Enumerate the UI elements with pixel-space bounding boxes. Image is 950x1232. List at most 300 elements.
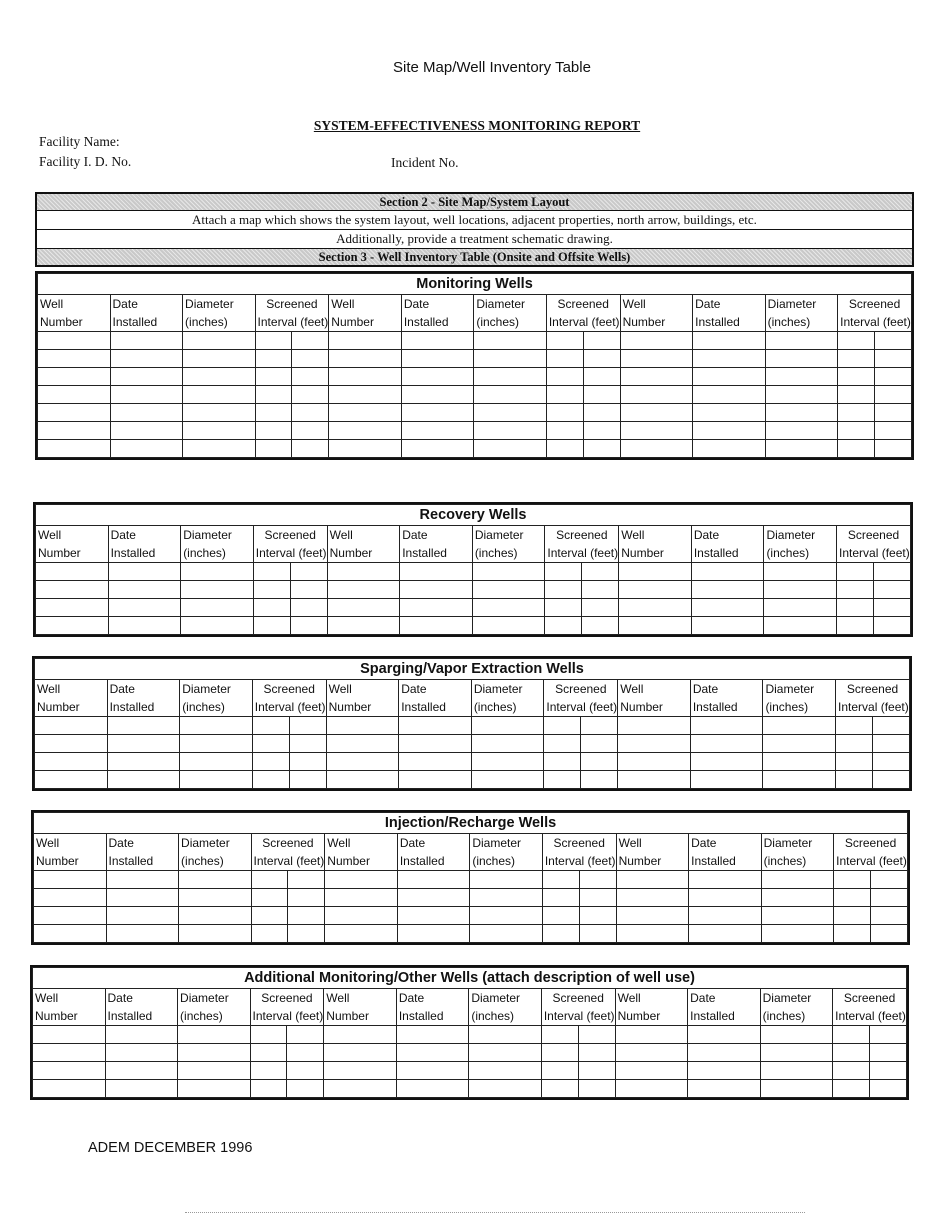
table-cell[interactable] [470,907,543,925]
table-cell[interactable] [870,1062,907,1080]
table-cell[interactable] [761,925,834,943]
table-cell[interactable] [290,617,327,635]
table-cell[interactable] [620,440,693,458]
table-cell[interactable] [578,1062,615,1080]
table-cell[interactable] [290,599,327,617]
table-cell[interactable] [401,404,474,422]
table-cell[interactable] [616,871,689,889]
table-cell[interactable] [875,386,912,404]
table-cell[interactable] [108,563,181,581]
table-cell[interactable] [38,404,111,422]
table-cell[interactable] [34,907,107,925]
table-cell[interactable] [105,1044,178,1062]
table-cell[interactable] [34,871,107,889]
table-cell[interactable] [618,771,691,789]
table-cell[interactable] [325,871,398,889]
table-cell[interactable] [838,440,875,458]
table-cell[interactable] [401,332,474,350]
table-cell[interactable] [327,617,400,635]
table-cell[interactable] [579,907,616,925]
table-cell[interactable] [578,1080,615,1098]
table-cell[interactable] [292,332,329,350]
table-cell[interactable] [471,717,544,735]
table-cell[interactable] [616,889,689,907]
table-cell[interactable] [688,1026,761,1044]
table-cell[interactable] [287,1044,324,1062]
table-cell[interactable] [180,735,253,753]
table-cell[interactable] [541,1044,578,1062]
table-cell[interactable] [326,753,399,771]
table-cell[interactable] [546,440,583,458]
table-cell[interactable] [108,617,181,635]
table-cell[interactable] [765,332,838,350]
table-cell[interactable] [253,617,290,635]
table-cell[interactable] [474,368,547,386]
table-cell[interactable] [35,771,108,789]
table-cell[interactable] [250,1026,287,1044]
table-cell[interactable] [620,386,693,404]
table-cell[interactable] [38,386,111,404]
table-cell[interactable] [546,404,583,422]
table-cell[interactable] [620,350,693,368]
table-cell[interactable] [35,735,108,753]
table-cell[interactable] [618,717,691,735]
table-cell[interactable] [833,1080,870,1098]
table-cell[interactable] [325,907,398,925]
table-cell[interactable] [583,404,620,422]
table-cell[interactable] [36,563,109,581]
table-cell[interactable] [106,889,179,907]
table-cell[interactable] [325,889,398,907]
table-cell[interactable] [292,386,329,404]
table-cell[interactable] [579,889,616,907]
table-cell[interactable] [329,404,402,422]
table-cell[interactable] [474,386,547,404]
table-cell[interactable] [875,404,912,422]
table-cell[interactable] [251,871,288,889]
table-cell[interactable] [34,925,107,943]
table-cell[interactable] [38,368,111,386]
table-cell[interactable] [183,422,256,440]
table-cell[interactable] [619,581,692,599]
table-cell[interactable] [470,925,543,943]
table-cell[interactable] [582,599,619,617]
table-cell[interactable] [38,422,111,440]
table-cell[interactable] [292,422,329,440]
table-cell[interactable] [689,871,762,889]
table-cell[interactable] [183,440,256,458]
table-cell[interactable] [181,581,254,599]
table-cell[interactable] [583,350,620,368]
table-cell[interactable] [546,386,583,404]
table-cell[interactable] [469,1062,542,1080]
table-cell[interactable] [619,599,692,617]
table-cell[interactable] [541,1080,578,1098]
table-cell[interactable] [545,563,582,581]
table-cell[interactable] [545,581,582,599]
table-cell[interactable] [255,350,292,368]
table-cell[interactable] [693,404,766,422]
table-cell[interactable] [325,925,398,943]
table-cell[interactable] [108,581,181,599]
table-cell[interactable] [838,422,875,440]
table-cell[interactable] [544,771,581,789]
table-cell[interactable] [400,599,473,617]
table-cell[interactable] [688,1080,761,1098]
table-cell[interactable] [110,368,183,386]
table-cell[interactable] [620,404,693,422]
table-cell[interactable] [542,889,579,907]
table-cell[interactable] [107,771,180,789]
table-cell[interactable] [108,599,181,617]
table-cell[interactable] [179,907,252,925]
table-cell[interactable] [401,386,474,404]
table-cell[interactable] [107,735,180,753]
table-cell[interactable] [105,1026,178,1044]
table-cell[interactable] [583,386,620,404]
table-cell[interactable] [764,563,837,581]
table-cell[interactable] [474,440,547,458]
table-cell[interactable] [765,386,838,404]
table-cell[interactable] [472,599,545,617]
table-cell[interactable] [870,1026,907,1044]
table-cell[interactable] [33,1026,106,1044]
table-cell[interactable] [288,871,325,889]
table-cell[interactable] [872,753,909,771]
table-cell[interactable] [179,889,252,907]
table-cell[interactable] [761,907,834,925]
table-cell[interactable] [183,386,256,404]
table-cell[interactable] [693,350,766,368]
table-cell[interactable] [690,717,763,735]
table-cell[interactable] [578,1044,615,1062]
table-cell[interactable] [875,422,912,440]
table-cell[interactable] [110,422,183,440]
table-cell[interactable] [34,889,107,907]
table-cell[interactable] [615,1062,688,1080]
table-cell[interactable] [400,581,473,599]
table-cell[interactable] [615,1044,688,1062]
table-cell[interactable] [472,563,545,581]
table-cell[interactable] [875,350,912,368]
table-cell[interactable] [35,753,108,771]
table-cell[interactable] [761,871,834,889]
table-cell[interactable] [837,563,874,581]
table-cell[interactable] [33,1044,106,1062]
table-cell[interactable] [401,368,474,386]
table-cell[interactable] [544,735,581,753]
table-cell[interactable] [329,386,402,404]
table-cell[interactable] [329,332,402,350]
table-cell[interactable] [765,368,838,386]
table-cell[interactable] [546,332,583,350]
table-cell[interactable] [690,771,763,789]
table-cell[interactable] [875,440,912,458]
table-cell[interactable] [401,350,474,368]
table-cell[interactable] [181,617,254,635]
table-cell[interactable] [181,599,254,617]
table-cell[interactable] [288,889,325,907]
table-cell[interactable] [178,1062,251,1080]
table-cell[interactable] [397,889,470,907]
table-cell[interactable] [183,332,256,350]
table-cell[interactable] [38,350,111,368]
table-cell[interactable] [545,617,582,635]
table-cell[interactable] [289,717,326,735]
table-cell[interactable] [399,753,472,771]
table-cell[interactable] [472,617,545,635]
table-cell[interactable] [179,871,252,889]
table-cell[interactable] [289,771,326,789]
table-cell[interactable] [765,422,838,440]
table-cell[interactable] [834,871,871,889]
table-cell[interactable] [579,925,616,943]
table-cell[interactable] [107,717,180,735]
table-cell[interactable] [615,1026,688,1044]
table-cell[interactable] [545,599,582,617]
table-cell[interactable] [183,368,256,386]
table-cell[interactable] [872,735,909,753]
table-cell[interactable] [110,386,183,404]
table-cell[interactable] [763,717,836,735]
table-cell[interactable] [253,581,290,599]
table-cell[interactable] [290,581,327,599]
table-cell[interactable] [542,907,579,925]
table-cell[interactable] [873,563,910,581]
table-cell[interactable] [834,907,871,925]
table-cell[interactable] [255,368,292,386]
table-cell[interactable] [583,422,620,440]
table-cell[interactable] [873,581,910,599]
table-cell[interactable] [110,404,183,422]
table-cell[interactable] [179,925,252,943]
table-cell[interactable] [36,599,109,617]
table-cell[interactable] [474,422,547,440]
table-cell[interactable] [764,581,837,599]
table-cell[interactable] [764,599,837,617]
table-cell[interactable] [251,925,288,943]
table-cell[interactable] [834,925,871,943]
table-cell[interactable] [871,871,908,889]
table-cell[interactable] [255,404,292,422]
table-cell[interactable] [471,735,544,753]
table-cell[interactable] [326,771,399,789]
table-cell[interactable] [105,1062,178,1080]
table-cell[interactable] [181,563,254,581]
table-cell[interactable] [836,735,873,753]
table-cell[interactable] [38,440,111,458]
table-cell[interactable] [870,1080,907,1098]
table-cell[interactable] [875,332,912,350]
table-cell[interactable] [399,771,472,789]
table-cell[interactable] [396,1062,469,1080]
table-cell[interactable] [838,332,875,350]
table-cell[interactable] [326,717,399,735]
table-cell[interactable] [873,599,910,617]
table-cell[interactable] [871,925,908,943]
table-cell[interactable] [35,717,108,735]
table-cell[interactable] [469,1044,542,1062]
table-cell[interactable] [872,771,909,789]
table-cell[interactable] [836,771,873,789]
table-cell[interactable] [619,563,692,581]
table-cell[interactable] [760,1026,833,1044]
table-cell[interactable] [873,617,910,635]
table-cell[interactable] [620,422,693,440]
table-cell[interactable] [688,1062,761,1080]
table-cell[interactable] [838,350,875,368]
table-cell[interactable] [178,1080,251,1098]
table-cell[interactable] [397,925,470,943]
table-cell[interactable] [178,1026,251,1044]
table-cell[interactable] [689,907,762,925]
table-cell[interactable] [546,422,583,440]
table-cell[interactable] [251,907,288,925]
table-cell[interactable] [180,717,253,735]
table-cell[interactable] [581,771,618,789]
table-cell[interactable] [250,1062,287,1080]
table-cell[interactable] [544,753,581,771]
table-cell[interactable] [833,1062,870,1080]
table-cell[interactable] [289,735,326,753]
table-cell[interactable] [470,871,543,889]
table-cell[interactable] [582,563,619,581]
table-cell[interactable] [252,753,289,771]
table-cell[interactable] [691,617,764,635]
table-cell[interactable] [401,422,474,440]
table-cell[interactable] [582,581,619,599]
table-cell[interactable] [833,1044,870,1062]
table-cell[interactable] [327,563,400,581]
table-cell[interactable] [838,386,875,404]
table-cell[interactable] [401,440,474,458]
table-cell[interactable] [396,1080,469,1098]
table-cell[interactable] [110,332,183,350]
table-cell[interactable] [837,599,874,617]
table-cell[interactable] [474,350,547,368]
table-cell[interactable] [763,771,836,789]
table-cell[interactable] [33,1062,106,1080]
table-cell[interactable] [396,1044,469,1062]
table-cell[interactable] [765,404,838,422]
table-cell[interactable] [327,599,400,617]
table-cell[interactable] [110,350,183,368]
table-cell[interactable] [110,440,183,458]
table-cell[interactable] [180,771,253,789]
table-cell[interactable] [764,617,837,635]
table-cell[interactable] [838,368,875,386]
table-cell[interactable] [838,404,875,422]
table-cell[interactable] [875,368,912,386]
table-cell[interactable] [255,422,292,440]
table-cell[interactable] [183,404,256,422]
table-cell[interactable] [105,1080,178,1098]
table-cell[interactable] [288,925,325,943]
table-cell[interactable] [287,1026,324,1044]
table-cell[interactable] [397,907,470,925]
table-cell[interactable] [471,771,544,789]
table-cell[interactable] [292,368,329,386]
table-cell[interactable] [763,735,836,753]
table-cell[interactable] [760,1062,833,1080]
table-cell[interactable] [693,422,766,440]
table-cell[interactable] [106,907,179,925]
table-cell[interactable] [618,753,691,771]
table-cell[interactable] [618,735,691,753]
table-cell[interactable] [689,925,762,943]
table-cell[interactable] [250,1044,287,1062]
table-cell[interactable] [399,735,472,753]
table-cell[interactable] [616,925,689,943]
table-cell[interactable] [691,599,764,617]
table-cell[interactable] [693,440,766,458]
table-cell[interactable] [619,617,692,635]
table-cell[interactable] [546,350,583,368]
table-cell[interactable] [253,563,290,581]
table-cell[interactable] [582,617,619,635]
table-cell[interactable] [253,599,290,617]
table-cell[interactable] [837,581,874,599]
table-cell[interactable] [324,1044,397,1062]
table-cell[interactable] [765,440,838,458]
table-cell[interactable] [544,717,581,735]
table-cell[interactable] [581,735,618,753]
table-cell[interactable] [763,753,836,771]
table-cell[interactable] [400,563,473,581]
table-cell[interactable] [760,1080,833,1098]
table-cell[interactable] [541,1026,578,1044]
table-cell[interactable] [542,925,579,943]
table-cell[interactable] [251,889,288,907]
table-cell[interactable] [542,871,579,889]
table-cell[interactable] [833,1026,870,1044]
table-cell[interactable] [583,368,620,386]
table-cell[interactable] [288,907,325,925]
table-cell[interactable] [255,440,292,458]
table-cell[interactable] [872,717,909,735]
table-cell[interactable] [329,368,402,386]
table-cell[interactable] [250,1080,287,1098]
table-cell[interactable] [397,871,470,889]
table-cell[interactable] [834,889,871,907]
table-cell[interactable] [691,581,764,599]
table-cell[interactable] [690,753,763,771]
table-cell[interactable] [292,440,329,458]
table-cell[interactable] [870,1044,907,1062]
table-cell[interactable] [688,1044,761,1062]
table-cell[interactable] [469,1080,542,1098]
table-cell[interactable] [252,717,289,735]
table-cell[interactable] [36,581,109,599]
table-cell[interactable] [620,332,693,350]
table-cell[interactable] [871,889,908,907]
table-cell[interactable] [470,889,543,907]
table-cell[interactable] [106,925,179,943]
table-cell[interactable] [287,1062,324,1080]
table-cell[interactable] [324,1062,397,1080]
table-cell[interactable] [620,368,693,386]
table-cell[interactable] [578,1026,615,1044]
table-cell[interactable] [579,871,616,889]
table-cell[interactable] [472,581,545,599]
table-cell[interactable] [474,332,547,350]
table-cell[interactable] [289,753,326,771]
table-cell[interactable] [292,404,329,422]
table-cell[interactable] [329,350,402,368]
table-cell[interactable] [292,350,329,368]
table-cell[interactable] [474,404,547,422]
table-cell[interactable] [583,440,620,458]
